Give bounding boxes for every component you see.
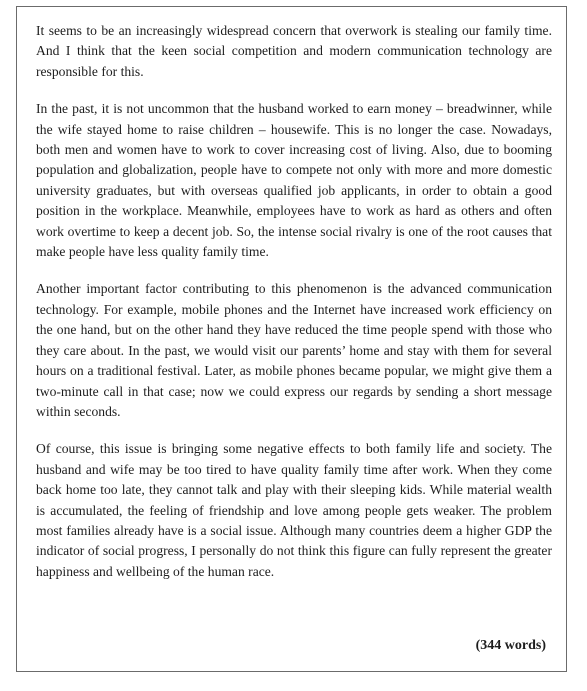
word-count: (344 words) [475, 638, 546, 653]
essay-paragraph-intro: It seems to be an increasingly widespread concern that overwork is stealing our family time. And I think that the keen social competition and modern communication technology are responsible for this. [36, 23, 552, 79]
essay-paragraph-competition: In the past, it is not uncommon that the husband worked to earn money – breadwinner, while the wife stayed home to raise children – housewife. This is no longer the case. Nowadays, both men and women have to work to cover increasing cost of living. Also, due to booming population and globalization, people have to compete not only with more and more domestic university graduates, but with overseas qualified job applicants, in order to obtain a good position in the workplace. Meanwhile, employees have to work as hard as others and often work overtime to keep a decent job. So, the intense social rivalry is one of the root causes that make people have less quality family time. [36, 101, 552, 260]
essay-paragraph-technology: Another important factor contributing to this phenomenon is the advanced communication technology. For example, mobile phones and the Internet have increased work efficiency on the one hand, but on the other hand they have reduced the time people spend with those who they care about. In the past, we would visit our parents’ home and stay with them for several hours on a traditional festival. Later, as mobile phones became popular, we might give them a two-minute call in that case; now we could express our regards by sending a short message within seconds. [36, 281, 552, 419]
essay-paragraph-effects: Of course, this issue is bringing some negative effects to both family life and society. The husband and wife may be too tired to have quality family time after work. When they come back home too late, they cannot talk and play with their sleeping kids. While material wealth is accumulated, the feeling of friendship and love among people gets weaker. The problem most families already have is a social issue. Although many countries deem a higher GDP the indicator of social progress, I personally do not think this figure can fully represent the greater happiness and wellbeing of the human race. [36, 441, 552, 579]
essay-frame [16, 6, 567, 672]
